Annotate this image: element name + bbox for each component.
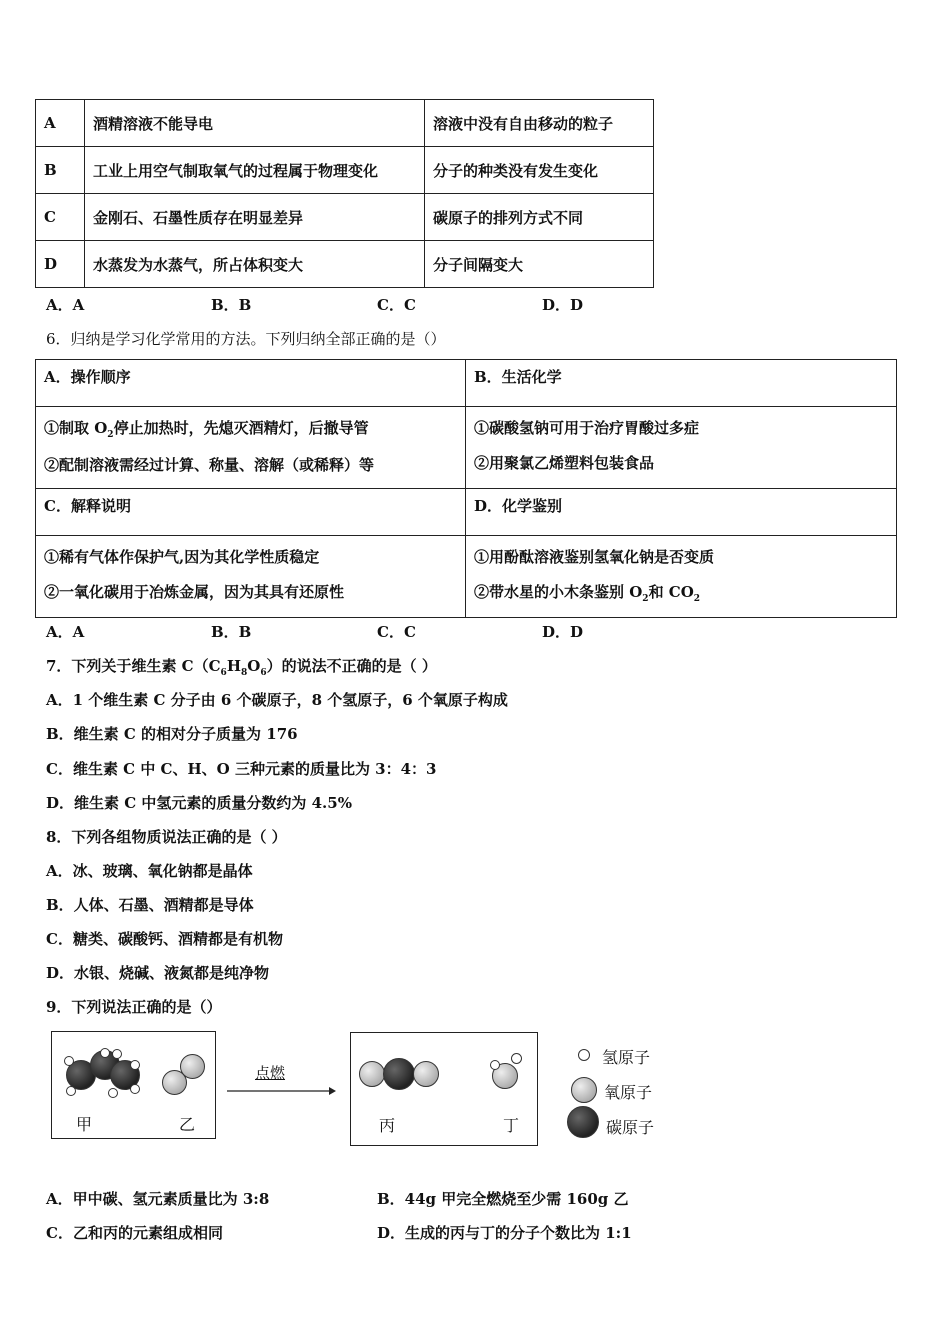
option-d[interactable]: D．D bbox=[542, 296, 584, 314]
table-row bbox=[36, 194, 654, 241]
row-key: C bbox=[36, 194, 85, 241]
row-key: B bbox=[36, 147, 85, 194]
q6-b-head: B．生活化学 bbox=[466, 360, 897, 407]
q6-a1-post: 停止加热时，先熄灭酒精灯，后撤导管 bbox=[113, 419, 369, 437]
label-jia: 甲 bbox=[76, 1115, 93, 1134]
q6-c-head: C．解释说明 bbox=[36, 489, 466, 536]
option-b[interactable]: B．B bbox=[211, 623, 252, 641]
q6-c2: ②一氧化碳用于冶炼金属，因为其具有还原性 bbox=[44, 583, 345, 601]
arrow-label: 点燃 bbox=[255, 1064, 286, 1082]
option-d[interactable]: D．D bbox=[542, 623, 584, 641]
q7-option-c[interactable]: C．维生素 C 中 C、H、O 三种元素的质量比为 3：4：3 bbox=[46, 760, 437, 778]
hydrogen-atom bbox=[511, 1053, 522, 1064]
reaction-arrow-icon bbox=[225, 1084, 337, 1098]
q6-d-body bbox=[466, 536, 897, 618]
legend-carbon-icon bbox=[567, 1106, 599, 1138]
reactant-box bbox=[51, 1031, 216, 1139]
oxygen-atom bbox=[413, 1061, 439, 1087]
hydrogen-atom bbox=[490, 1060, 500, 1070]
q8-stem: 8．下列各组物质说法正确的是（ ） bbox=[46, 828, 287, 846]
hydrogen-atom bbox=[130, 1084, 140, 1094]
q6-a2: ②配制溶液需经过计算、称量、溶解（或稀释）等 bbox=[44, 456, 375, 474]
q7-option-d[interactable]: D．维生素 C 中氢元素的质量分数约为 4.5% bbox=[46, 794, 352, 812]
oxygen-atom bbox=[180, 1054, 205, 1079]
q8-option-a[interactable]: A．冰、玻璃、氧化钠都是晶体 bbox=[46, 862, 253, 880]
hydrogen-atom bbox=[130, 1060, 140, 1070]
option-a[interactable]: A．A bbox=[46, 296, 85, 314]
row-fact: 水蒸发为水蒸气，所占体积变大 bbox=[85, 241, 425, 288]
table-row bbox=[36, 241, 654, 288]
q6-d2-pre: ②带水星的小木条鉴别 O bbox=[474, 583, 643, 601]
hydrogen-atom bbox=[64, 1056, 74, 1066]
row-fact: 工业上用空气制取氧气的过程属于物理变化 bbox=[85, 147, 425, 194]
q6-b-body bbox=[466, 407, 897, 489]
q9-option-d[interactable]: D．生成的丙与丁的分子个数比为 1:1 bbox=[377, 1224, 632, 1242]
q6-c1: ①稀有气体作保护气,因为其化学性质稳定 bbox=[44, 548, 320, 566]
q6-d2-mid: 和 CO bbox=[648, 583, 694, 601]
q7-stem: 7．下列关于维生素 $C(C_6H_8O_6)$的说法不正确的是（ ） bbox=[46, 657, 437, 678]
hydrogen-atom bbox=[66, 1086, 76, 1096]
q6-d-head: D．化学鉴别 bbox=[466, 489, 897, 536]
option-c[interactable]: C．C bbox=[377, 623, 416, 641]
hydrogen-atom bbox=[108, 1088, 118, 1098]
row-fact: 酒精溶液不能导电 bbox=[85, 100, 425, 147]
legend-hydrogen-icon bbox=[578, 1049, 590, 1061]
legend-oxygen-icon bbox=[571, 1077, 597, 1103]
table-row bbox=[36, 100, 654, 147]
q6-b2: ②用聚氯乙烯塑料包装食品 bbox=[474, 454, 655, 472]
label-bing: 丙 bbox=[379, 1116, 396, 1135]
q5-table bbox=[35, 99, 654, 288]
q6-table bbox=[35, 359, 897, 618]
q6-d2-sub1: 2 bbox=[642, 594, 649, 604]
oxygen-atom bbox=[359, 1061, 385, 1087]
q9-stem: 9．下列说法正确的是（） bbox=[46, 998, 222, 1016]
q6-d1: ①用酚酞溶液鉴别氢氧化钠是否变质 bbox=[474, 548, 715, 566]
hydrogen-atom bbox=[100, 1048, 110, 1058]
q6-d2-sub2: 2 bbox=[693, 594, 701, 604]
row-key: D bbox=[36, 241, 85, 288]
option-b[interactable]: B．B bbox=[211, 296, 252, 314]
q8-option-b[interactable]: B．人体、石墨、酒精都是导体 bbox=[46, 896, 254, 914]
row-reason: 碳原子的排列方式不同 bbox=[425, 194, 654, 241]
option-a[interactable]: A．A bbox=[46, 623, 85, 641]
q6-stem: 6．归纳是学习化学常用的方法。下列归纳全部正确的是（） bbox=[46, 330, 446, 348]
q6-c-body bbox=[36, 536, 466, 618]
q9-option-a[interactable]: A．甲中碳、氢元素质量比为 3:8 bbox=[46, 1190, 270, 1208]
q8-option-d[interactable]: D．水银、烧碱、液氮都是纯净物 bbox=[46, 964, 270, 982]
q6-b1: ①碳酸氢钠可用于治疗胃酸过多症 bbox=[474, 419, 700, 437]
label-ding: 丁 bbox=[503, 1116, 520, 1135]
q7-option-a[interactable]: A．1 个维生素 C 分子由 6 个碳原子，8 个氢原子，6 个氧原子构成 bbox=[46, 691, 508, 709]
q9-option-c[interactable]: C．乙和丙的元素组成相同 bbox=[46, 1224, 223, 1242]
legend-carbon-label: 碳原子 bbox=[606, 1118, 655, 1137]
q6-a1-sub: 2 bbox=[107, 430, 114, 440]
q8-option-c[interactable]: C．糖类、碳酸钙、酒精都是有机物 bbox=[46, 930, 283, 948]
q9-option-b[interactable]: B．44g 甲完全燃烧至少需 160g 乙 bbox=[377, 1190, 629, 1208]
option-c[interactable]: C．C bbox=[377, 296, 416, 314]
carbon-atom bbox=[383, 1058, 415, 1090]
label-yi: 乙 bbox=[179, 1115, 196, 1134]
row-fact: 金刚石、石墨性质存在明显差异 bbox=[85, 194, 425, 241]
q6-a-body bbox=[36, 407, 466, 489]
hydrogen-atom bbox=[112, 1049, 122, 1059]
product-box bbox=[350, 1032, 538, 1146]
table-row bbox=[36, 147, 654, 194]
row-reason: 分子的种类没有发生变化 bbox=[425, 147, 654, 194]
q6-a1-pre: ①制取 O bbox=[44, 419, 108, 437]
row-reason: 分子间隔变大 bbox=[425, 241, 654, 288]
row-reason: 溶液中没有自由移动的粒子 bbox=[425, 100, 654, 147]
legend-oxygen-label: 氧原子 bbox=[604, 1083, 653, 1102]
row-key: A bbox=[36, 100, 85, 147]
q6-a-head: A．操作顺序 bbox=[36, 360, 466, 407]
legend-hydrogen-label: 氢原子 bbox=[602, 1048, 651, 1067]
q7-option-b[interactable]: B．维生素 C 的相对分子质量为 176 bbox=[46, 725, 298, 743]
